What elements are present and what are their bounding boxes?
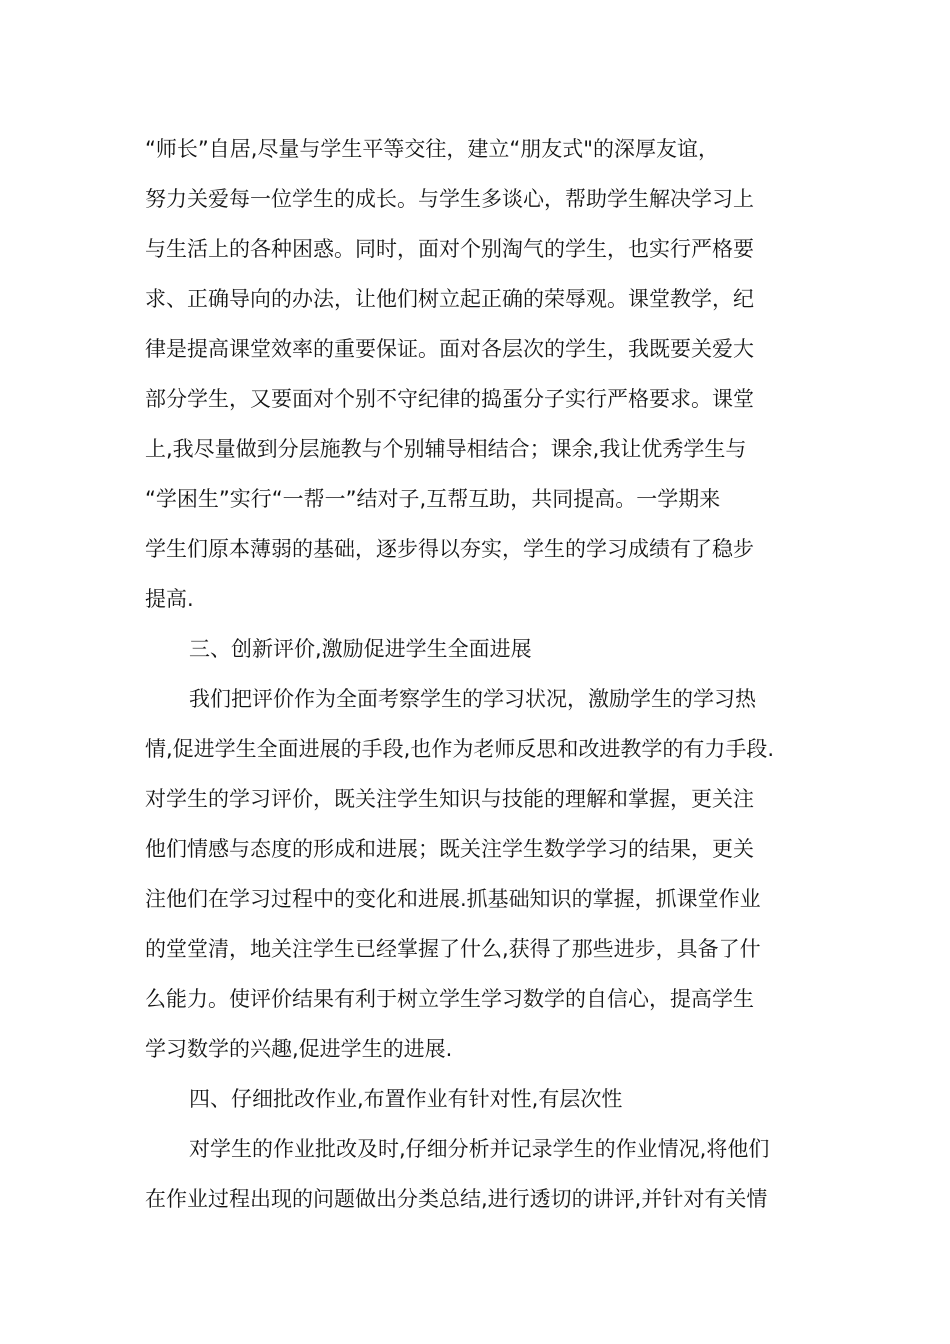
text-line: 对学生的作业批改及时,仔细分析并记录学生的作业情况,将他们 <box>189 1137 770 1161</box>
text-line: 学习数学的兴趣,促进学生的进展. <box>145 1037 453 1061</box>
text-line: 他们情感与态度的形成和进展；既关注学生数学学习的结果，更关 <box>145 837 754 861</box>
text-line: 注他们在学习过程中的变化和进展.抓基础知识的掌握，抓课堂作业 <box>145 887 761 911</box>
text-line: “师长”自居,尽量与学生平等交往，建立“朋友式"的深厚友谊， <box>145 137 719 161</box>
text-line: 律是提高课堂效率的重要保证。面对各层次的学生，我既要关爱大 <box>145 337 754 361</box>
text-line: 么能力。使评价结果有利于树立学生学习数学的自信心，提高学生 <box>145 987 754 1011</box>
text-line: 情,促进学生全面进展的手段,也作为老师反思和改进教学的有力手段. <box>145 737 775 761</box>
document-body <box>145 130 815 1230</box>
text-line: 三、创新评价,激励促进学生全面进展 <box>189 637 532 661</box>
text-line: 部分学生，又要面对个别不守纪律的捣蛋分子实行严格要求。课堂 <box>145 387 754 411</box>
text-line: 学生们原本薄弱的基础，逐步得以夯实，学生的学习成绩有了稳步 <box>145 537 754 561</box>
text-line: “学困生”实行“一帮一”结对子,互帮互助，共同提高。一学期来 <box>145 487 721 511</box>
text-line: 四、仔细批改作业,布置作业有针对性,有层次性 <box>189 1087 623 1111</box>
text-line: 努力关爱每一位学生的成长。与学生多谈心，帮助学生解决学习上 <box>145 187 754 211</box>
text-line: 我们把评价作为全面考察学生的学习状况，激励学生的学习热 <box>189 687 756 711</box>
text-line: 提高. <box>145 587 194 611</box>
text-line: 的堂堂清，地关注学生已经掌握了什么,获得了那些进步，具备了什 <box>145 937 761 961</box>
text-line: 上,我尽量做到分层施教与个别辅导相结合；课余,我让优秀学生与 <box>145 437 747 461</box>
text-line: 与生活上的各种困惑。同时，面对个别淘气的学生，也实行严格要 <box>145 237 754 261</box>
text-line: 对学生的学习评价，既关注学生知识与技能的理解和掌握，更关注 <box>145 787 754 811</box>
text-line: 在作业过程出现的问题做出分类总结,进行透切的讲评,并针对有关情 <box>145 1187 768 1211</box>
text-line: 求、正确导向的办法，让他们树立起正确的荣辱观。课堂教学，纪 <box>145 287 754 311</box>
